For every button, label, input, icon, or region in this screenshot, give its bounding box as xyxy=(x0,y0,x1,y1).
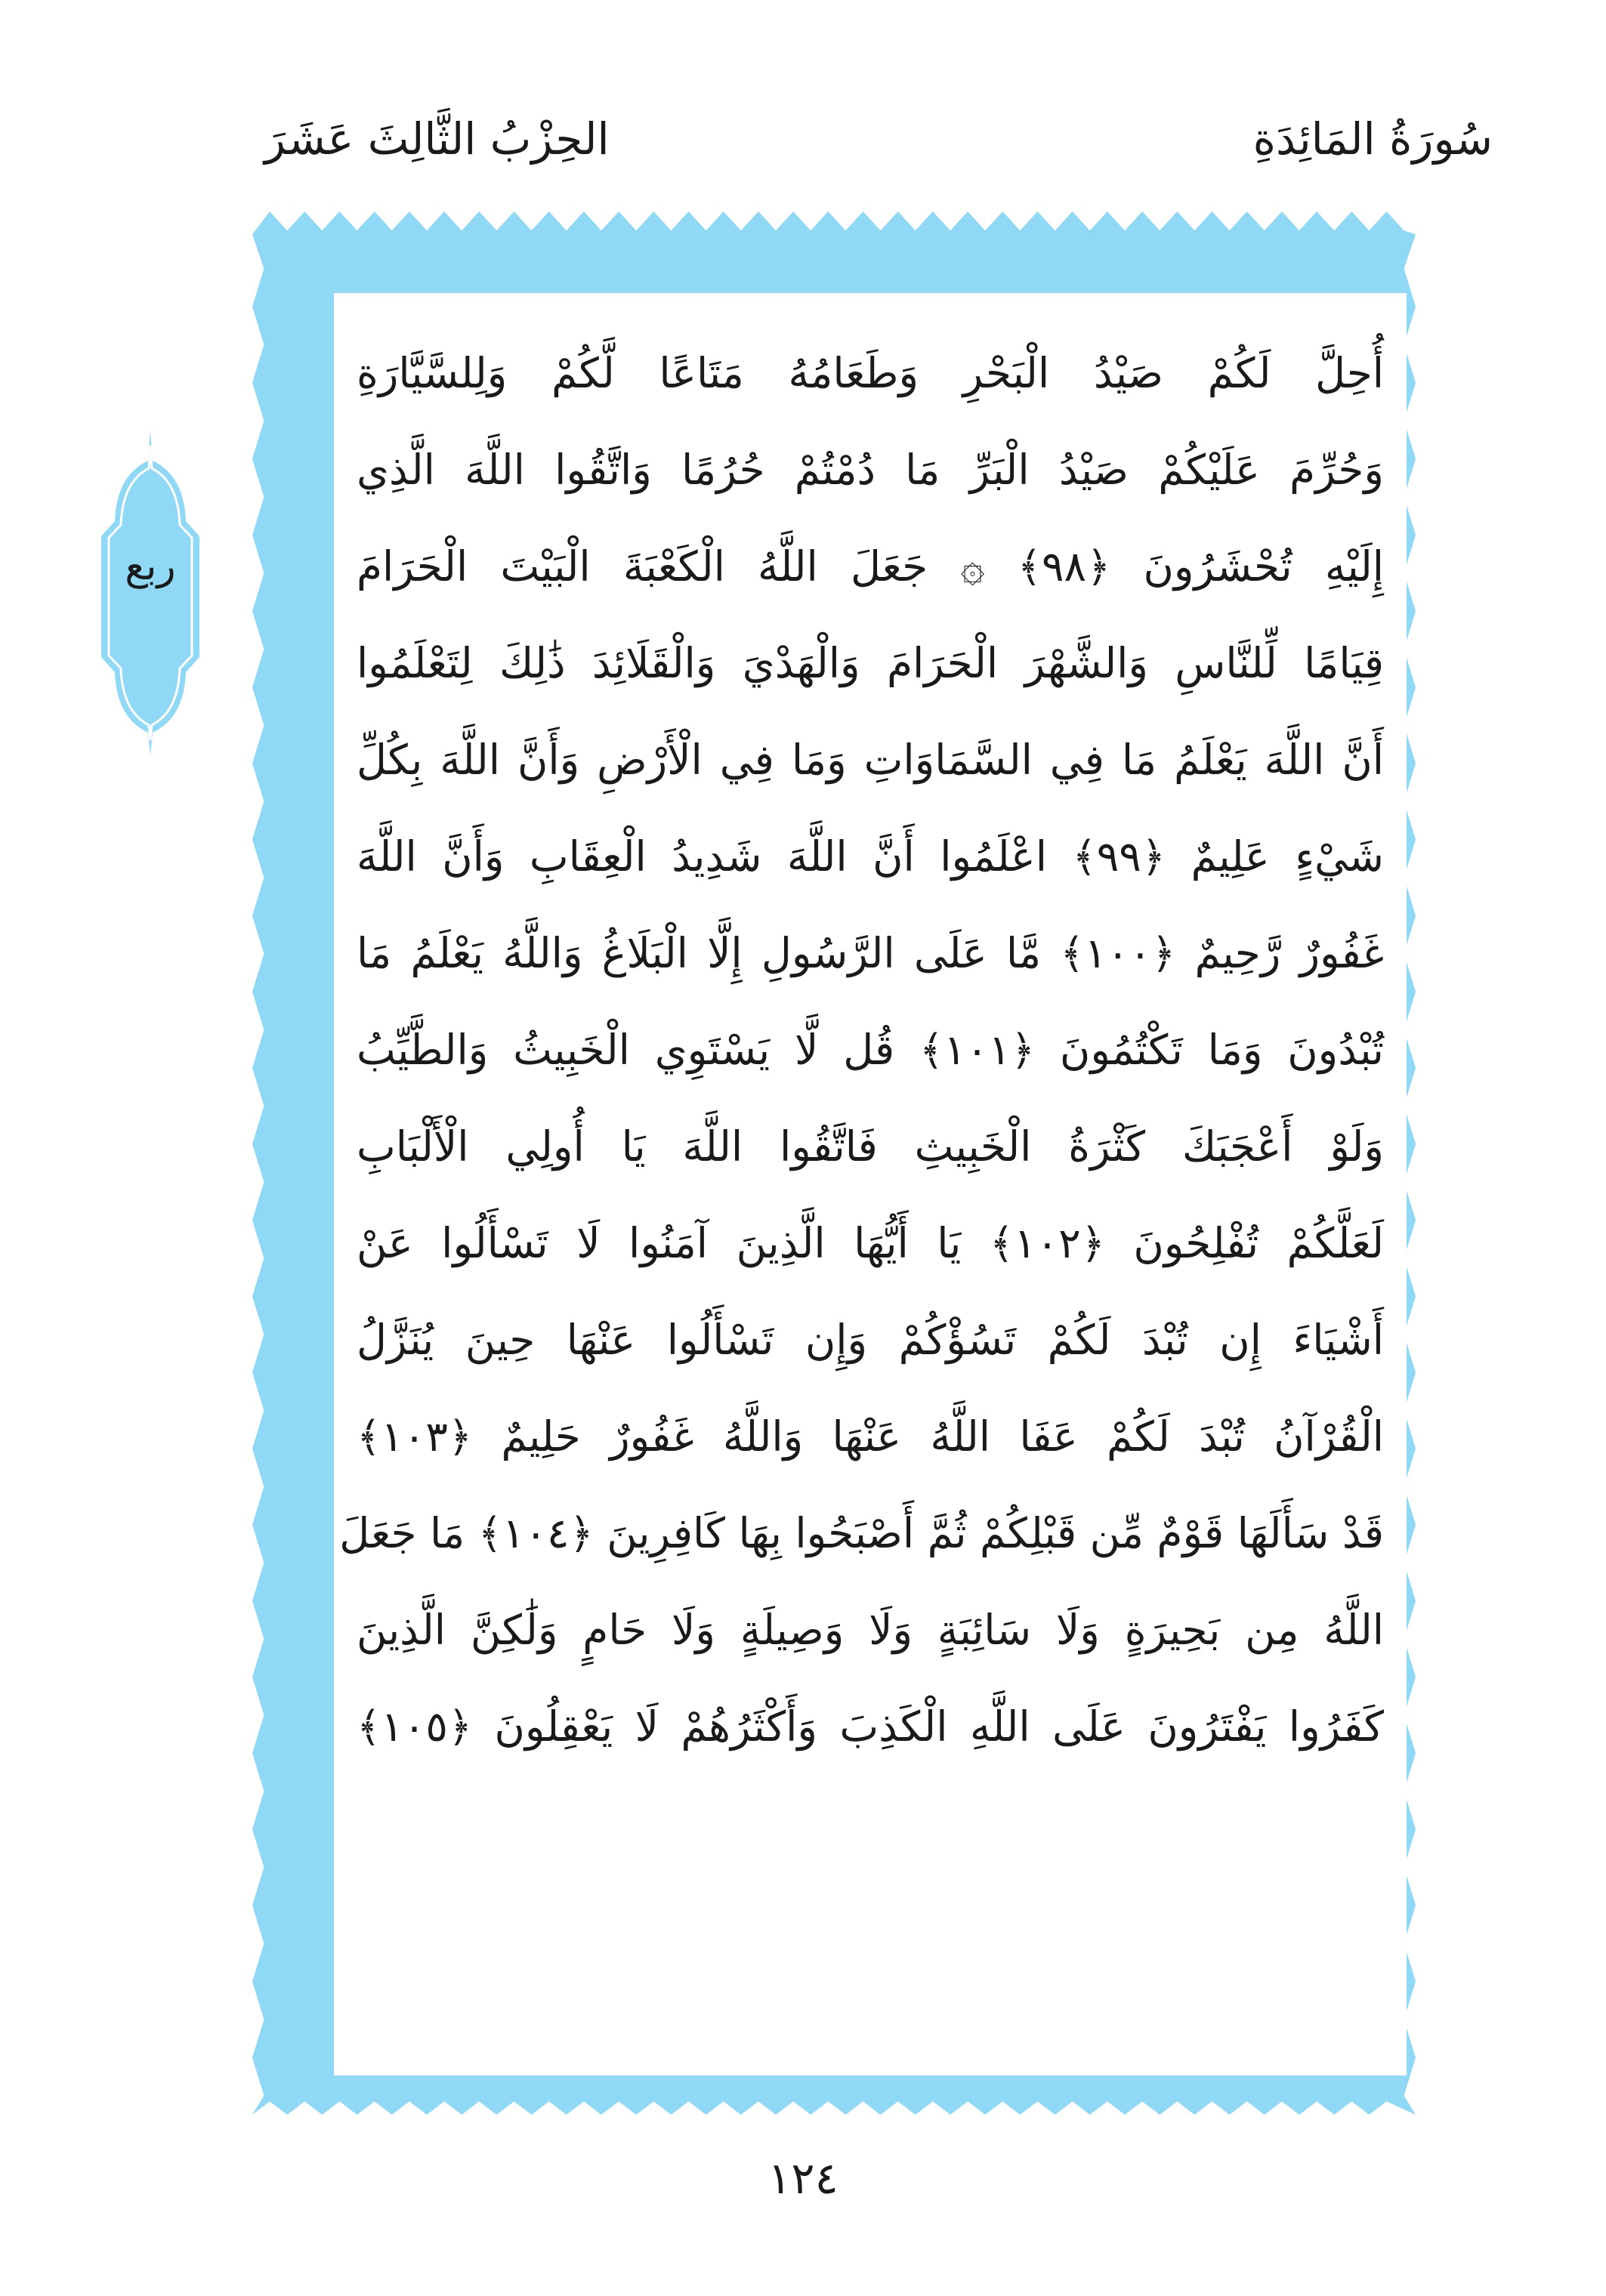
hizb-title: الحِزْبُ الثَّالِثَ عَشَرَ xyxy=(264,113,610,165)
rub-marker-label: ربع xyxy=(125,544,176,589)
text-line: إِلَيْهِ تُحْشَرُونَ ﴿٩٨﴾ ۞ جَعَلَ اللَّهُ الْكَعْبَةَ الْبَيْتَ الْحَرَامَ xyxy=(357,542,1384,591)
text-line: اللَّهُ مِن بَحِيرَةٍ وَلَا سَائِبَةٍ وَلَا وَصِيلَةٍ وَلَا حَامٍ وَلَٰكِنَّ الَّذِينَ xyxy=(357,1606,1384,1654)
text-line: الْقُرْآنُ تُبْدَ لَكُمْ عَفَا اللَّهُ عَنْهَا وَاللَّهُ غَفُورٌ حَلِيمٌ ﴿١٠٣﴾ xyxy=(357,1412,1384,1461)
page-number: ١٢٤ xyxy=(767,2152,839,2204)
quran-text xyxy=(339,325,1385,2077)
rub-marker-ornament-icon xyxy=(94,430,207,755)
text-line: كَفَرُوا يَفْتَرُونَ عَلَى اللَّهِ الْكَذِبَ وَأَكْثَرُهُمْ لَا يَعْقِلُونَ ﴿١٠٥﴾ xyxy=(357,1702,1384,1751)
surah-title: سُورَةُ المَائِدَةِ xyxy=(1252,113,1493,165)
text-line: لَعَلَّكُمْ تُفْلِحُونَ ﴿١٠٢﴾ يَا أَيُّهَا الَّذِينَ آمَنُوا لَا تَسْأَلُوا عَنْ xyxy=(357,1219,1384,1267)
text-line: تُبْدُونَ وَمَا تَكْتُمُونَ ﴿١٠١﴾ قُل لَّا يَسْتَوِي الْخَبِيثُ وَالطَّيِّبُ xyxy=(357,1026,1384,1074)
text-line: وَحُرِّمَ عَلَيْكُمْ صَيْدُ الْبَرِّ مَا دُمْتُمْ حُرُمًا وَاتَّقُوا اللَّهَ الَّذِي xyxy=(357,446,1384,494)
text-line: قَدْ سَأَلَهَا قَوْمٌ مِّن قَبْلِكُمْ ثُمَّ أَصْبَحُوا بِهَا كَافِرِينَ ﴿١٠٤﴾ مَا جَعَلَ xyxy=(339,1509,1384,1557)
text-line: وَلَوْ أَعْجَبَكَ كَثْرَةُ الْخَبِيثِ فَاتَّقُوا اللَّهَ يَا أُولِي الْأَلْبَابِ xyxy=(357,1122,1384,1171)
text-line: شَيْءٍ عَلِيمٌ ﴿٩٩﴾ اعْلَمُوا أَنَّ اللَّهَ شَدِيدُ الْعِقَابِ وَأَنَّ اللَّهَ xyxy=(357,832,1384,881)
text-line: أَنَّ اللَّهَ يَعْلَمُ مَا فِي السَّمَاوَاتِ وَمَا فِي الْأَرْضِ وَأَنَّ اللَّهَ بِكُلِّ xyxy=(357,736,1384,784)
text-line: أُحِلَّ لَكُمْ صَيْدُ الْبَحْرِ وَطَعَامُهُ مَتَاعًا لَّكُمْ وَلِلسَّيَّارَةِ xyxy=(357,349,1384,397)
text-line: قِيَامًا لِّلنَّاسِ وَالشَّهْرَ الْحَرَامَ وَالْهَدْيَ وَالْقَلَائِدَ ذَٰلِكَ لِتَعْلَمُوا xyxy=(357,639,1384,687)
text-line: غَفُورٌ رَّحِيمٌ ﴿١٠٠﴾ مَّا عَلَى الرَّسُولِ إِلَّا الْبَلَاغُ وَاللَّهُ يَعْلَمُ مَا xyxy=(357,929,1385,977)
text-line: أَشْيَاءَ إِن تُبْدَ لَكُمْ تَسُؤْكُمْ وَإِن تَسْأَلُوا عَنْهَا حِينَ يُنَزَّلُ xyxy=(357,1316,1384,1364)
rub-marker xyxy=(94,430,207,755)
